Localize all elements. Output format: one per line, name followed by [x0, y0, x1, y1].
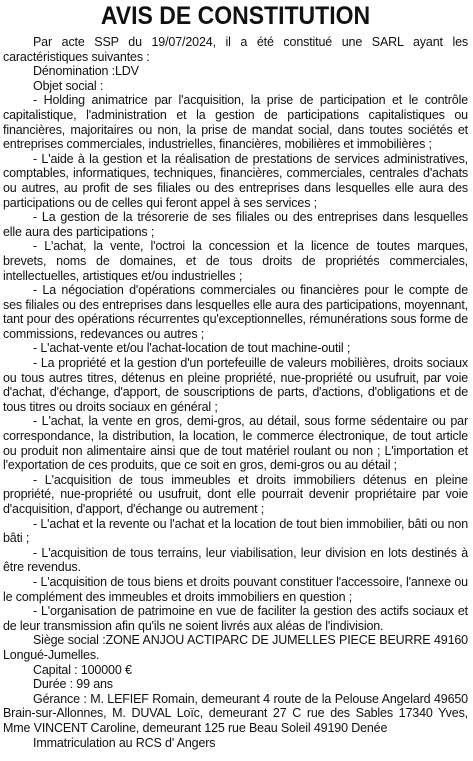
objet-item: - La gestion de la trésorerie de ses filiales ou des entreprises dans lesquelles elle aura des participations ;	[3, 210, 468, 239]
objet-item: - L'acquisition de tous immeubles et droits immobiliers détenus en pleine propriété, nue-propriété ou usufruit, dont elle pourrait devenir propriétaire par voie d'acquisition, d'apport, d'échange ou autrement ;	[3, 472, 468, 516]
immatriculation-line: Immatriculation au RCS d' Angers	[33, 735, 216, 750]
objet-item: - L'achat, la vente en gros, demi-gros, au détail, sous forme sédentaire ou par correspondance, la distribution, la location, le commerce électronique, de tout article ou produit non alimentaire ainsi que de tout matériel roulant ou non ; L'importation et l'exportation de ces produits, que ce soit en gros, demi-gros ou au détail ;	[3, 414, 468, 473]
objet-item: - L'achat, la vente, l'octroi la concession et la licence de toutes marques, brevets, noms de domaines, et de tous droits de propriétés commerciales, intellectuelles, artistiques et/ou industrielles ;	[3, 239, 468, 283]
siege-paragraph: Siège social :ZONE ANJOU ACTIPARC DE JUMELLES PIECE BEURRE 49160 Longué-Jumelles.	[3, 633, 468, 662]
notice-title: AVIS DE CONSTITUTION	[100, 2, 371, 30]
denomination-line: Dénomination :LDV	[33, 64, 139, 79]
objet-item: - L'aide à la gestion et la réalisation de prestations de services administratives, comptables, informatiques, techniques, financières, commerciales, centrales d'achats ou autres, au profit de ses filiales ou des entreprises dans lesquelles elle aura des participations ou de celles qui feront appel à ses services ;	[3, 151, 468, 210]
capital-line: Capital : 100000 €	[33, 662, 132, 677]
objet-item: - L'organisation de patrimoine en vue de faciliter la gestion des actifs sociaux et de leur transmission afin qu'ils ne soient livrés aux aléas de l'indivision.	[3, 604, 468, 633]
objet-item: - L'achat-vente et/ou l'achat-location de tout machine-outil ;	[33, 341, 351, 356]
objet-item: - L'acquisition de tous terrains, leur viabilisation, leur division en lots destinés à être revendus.	[3, 545, 468, 575]
objet-item: - La propriété et la gestion d'un portefeuille de valeurs mobilières, droits sociaux ou tous autres titres, détenus en pleine propriété, nue-propriété ou usufruit, par voie d'achat, d'échange, d'apport, de souscriptions de parts, d'actions, d'obligations et de tous titres ou droits sociaux en général ;	[3, 356, 468, 414]
objet-heading: Objet social :	[33, 78, 104, 93]
objet-item: - L'acquisition de tous biens et droits pouvant constituer l'accessoire, l'annexe ou le complément des immeubles et droits immobiliers en question ;	[3, 574, 468, 604]
gerance-paragraph: Gérance : M. LEFIEF Romain, demeurant 4 route de la Pelouse Angelard 49650 Brain-sur-Allonnes, M. DUVAL Loïc, demeurant 27 C rue des Sables 17340 Yves, Mme VINCENT Caroline, demeurant 125 rue Beau Soleil 49190 Denée	[3, 691, 468, 735]
objet-item: - La négociation d'opérations commerciales ou financières pour le compte de ses filiales ou des entreprises dans lesquelles elle aura des participations, moyennant, tant pour des opérations récurrentes qu'exceptionnelles, rémunérations sous forme de commissions, redevances ou autres ;	[3, 283, 468, 341]
objet-item: - Holding animatrice par l'acquisition, la prise de participation et le contrôle capitalistique, l'administration et la gestion de participations capitalistiques ou financières, majoritaires ou non, la prise de mandat social, dans toutes sociétés et entreprises commerciales, industrielles, financières, mobilières et immobilières ;	[3, 93, 468, 152]
notice-body	[3, 35, 468, 750]
intro-paragraph: Par acte SSP du 19/07/2024, il a été constitué une SARL ayant les caractéristiques suivantes :	[3, 35, 468, 64]
objet-item: - L'achat et la revente ou l'achat et la location de tout bien immobilier, bâti ou non bâti ;	[3, 516, 468, 546]
duree-line: Durée : 99 ans	[33, 677, 113, 692]
